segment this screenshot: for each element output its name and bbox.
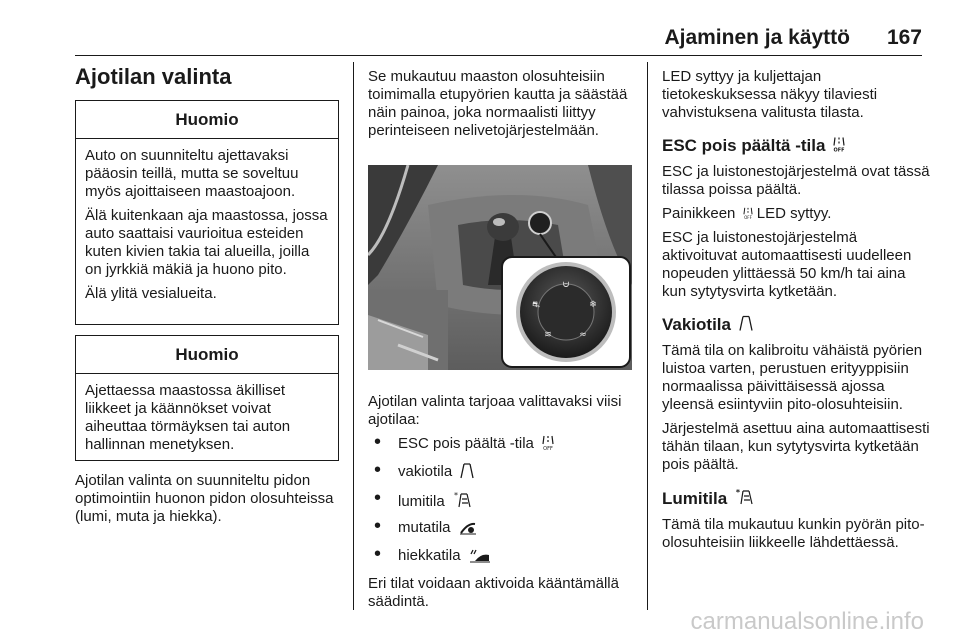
- mode-label: mutatila: [398, 519, 451, 536]
- caution-paragraph: Älä ylitä vesialueita.: [85, 285, 217, 302]
- page-number: 167: [886, 26, 922, 49]
- header-rule: [75, 55, 922, 56]
- svg-text:⩁: ⩁: [562, 279, 570, 290]
- standard-mode-heading: [662, 315, 930, 334]
- svg-text:*: *: [453, 491, 458, 500]
- body-text: LED syttyy.: [756, 205, 832, 222]
- drive-mode-list: [368, 435, 636, 565]
- svg-text:⛐: ⛐: [532, 300, 540, 310]
- column-divider-1: [353, 62, 354, 610]
- heading-text: Vakiotila: [662, 315, 731, 334]
- caution-box-body: [76, 374, 338, 464]
- caution-paragraph: Auto on suunniteltu ajettavaksi pääosin teillä, mutta se soveltuu myös ajoittaiseen maastoajoon.: [85, 147, 299, 200]
- body-paragraph: Ajotilan valinta on suunniteltu pidon optimointiin huonon pidon olosuhteissa (lumi, muta ja hiekka).: [75, 472, 334, 525]
- body-paragraph: ESC ja luistonestojärjestelmä aktivoituvat automaattisesti uudelleen nopeuden ylittäessä 50 km/h tai aina kun sytytysvirta kytketään.: [662, 229, 912, 300]
- snow-mode-heading: [662, 488, 930, 508]
- body-paragraph: Se mukautuu maaston olosuhteisiin toimimalla etupyörien kautta ja säästää näin painoa, joka normaalisti liittyy perinteiseen nelivetojärjestelmään.: [368, 68, 628, 139]
- drive-mode-selector-photo: [368, 165, 632, 370]
- right-column: [662, 68, 930, 558]
- esc-off-icon: [833, 136, 845, 153]
- caution-box-1: [75, 100, 339, 325]
- caution-box-title: Huomio: [76, 101, 338, 139]
- mode-label: hiekkatila: [398, 547, 461, 564]
- svg-text:≈: ≈: [579, 330, 587, 340]
- list-item: [368, 463, 636, 481]
- svg-text:*: *: [735, 488, 740, 497]
- heading-text: Lumitila: [662, 489, 728, 508]
- snow-icon: [735, 488, 753, 506]
- body-text: Painikkeen: [662, 205, 736, 222]
- snow-icon: [453, 491, 471, 509]
- list-item: [368, 435, 636, 453]
- running-head: Ajaminen ja käyttö: [664, 26, 850, 49]
- sand-icon: [469, 549, 491, 563]
- caution-paragraph: Älä kuitenkaan aja maastossa, jossa auto saattaisi vaurioitua esteiden kuten kivien takia tai alueilla, joilla on jyrkkiä mäkiä ja huono pito.: [85, 207, 328, 278]
- caution-box-body: [76, 139, 338, 313]
- middle-modes-section: [368, 393, 636, 617]
- body-paragraph: ESC ja luistonestojärjestelmä ovat tässä tilassa poissa päältä.: [662, 163, 930, 198]
- list-item: [368, 519, 636, 537]
- svg-text:OFF: OFF: [833, 147, 845, 153]
- drive-mode-selector-illustration: [368, 165, 632, 370]
- body-paragraph: Eri tilat voidaan aktivoida kääntämällä säädintä.: [368, 575, 619, 610]
- list-item: [368, 547, 636, 565]
- road-icon: [739, 315, 753, 332]
- body-paragraph: [662, 205, 930, 223]
- mode-label: ESC pois päältä -tila: [398, 435, 534, 452]
- body-paragraph: LED syttyy ja kuljettajan tietokeskuksessa näkyy tilaviesti vahvistuksena valitusta tilasta.: [662, 68, 878, 121]
- esc-off-heading: [662, 136, 930, 155]
- left-column-text: [75, 472, 340, 532]
- body-paragraph: Tämä tila mukautuu kunkin pyörän pito-olosuhteisiin liikkeelle lähdettäessä.: [662, 516, 925, 551]
- body-paragraph: Tämä tila on kalibroitu vähäistä pyörien luistoa varten, perustuen erityyppisiin normaalissa päivittäisessä ajossa yleensä esiintyviin pito-olosuhteisiin.: [662, 342, 923, 413]
- middle-intro: [368, 68, 636, 146]
- photo-caption: Ajotilan valinta tarjoaa valittavaksi viisi ajotilaa:: [368, 393, 622, 428]
- svg-text:OFF: OFF: [543, 446, 553, 451]
- caution-box-2: [75, 335, 339, 461]
- caution-paragraph: Ajettaessa maastossa äkilliset liikkeet ja käännökset voivat aiheuttaa törmäyksen tai auton hallinnan menetyksen.: [85, 382, 291, 453]
- esc-off-icon: [542, 435, 554, 451]
- esc-off-icon: [743, 207, 753, 220]
- road-icon: [460, 463, 474, 479]
- section-title: Ajotilan valinta: [75, 64, 232, 89]
- heading-text: ESC pois päältä -tila: [662, 136, 826, 155]
- watermark: carmanualsonline.info: [690, 608, 924, 635]
- mud-icon: [459, 521, 477, 535]
- mode-label: vakiotila: [398, 463, 453, 480]
- column-divider-2: [647, 62, 648, 610]
- svg-text:❄: ❄: [589, 300, 597, 310]
- caution-box-title: Huomio: [76, 336, 338, 374]
- list-item: [368, 491, 636, 509]
- svg-text:OFF: OFF: [743, 215, 752, 220]
- body-paragraph: Järjestelmä asettuu aina automaattisesti tähän tilaan, kun sytytysvirta kytketään pois päältä.: [662, 420, 930, 473]
- mode-label: lumitila: [398, 493, 445, 510]
- svg-text:≋: ≋: [544, 330, 552, 340]
